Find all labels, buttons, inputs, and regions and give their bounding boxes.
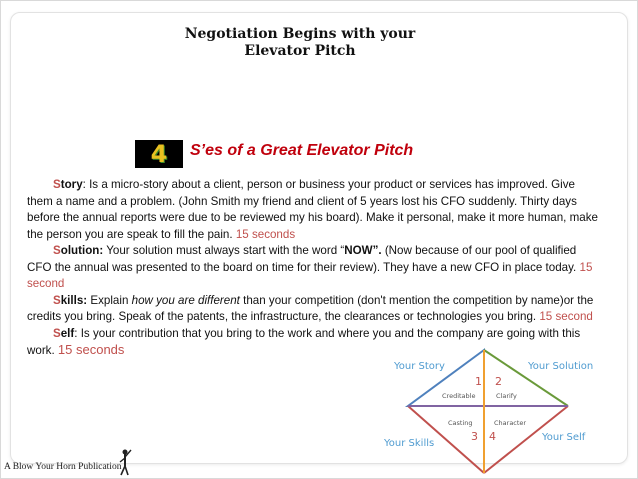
title-line-1: Negotiation Begins with your — [184, 26, 416, 42]
slide-title — [0, 26, 600, 60]
label-character: Character — [494, 419, 527, 427]
pitch-body — [27, 177, 603, 360]
footer-publisher: A Blow Your Horn Publication — [4, 462, 122, 472]
skills-italic: how you are different — [131, 293, 240, 307]
skills-time: 15 second — [539, 310, 593, 323]
skills-paragraph — [27, 293, 603, 326]
four-s-diagram — [380, 348, 610, 476]
story-time: 15 seconds — [235, 227, 296, 241]
badge-glyph: 4 — [150, 140, 168, 168]
self-text: : Is your contribution that you bring to the work and where you and the company are going with this work. — [27, 326, 581, 357]
trumpeter-logo-icon — [118, 448, 132, 476]
story-lead: S — [53, 178, 61, 191]
title-line-2: Elevator Pitch — [244, 43, 356, 59]
label-your-story: Your Story — [394, 361, 445, 372]
solution-now: NOW”. — [344, 244, 382, 257]
skills-text-a: Explain — [87, 293, 132, 307]
quadrant-number-4: 4 — [489, 430, 496, 443]
self-time: 15 seconds — [57, 342, 125, 357]
label-your-self: Your Self — [542, 432, 586, 443]
skills-lead: S — [53, 293, 61, 307]
number-four-badge — [135, 140, 183, 168]
solution-lead: S — [53, 244, 61, 257]
quadrant-number-2: 2 — [495, 375, 502, 388]
quadrant-number-1: 1 — [475, 375, 482, 388]
self-heading: elf — [60, 326, 75, 340]
story-heading: tory — [60, 178, 83, 191]
self-lead: S — [53, 326, 61, 340]
story-paragraph — [27, 177, 603, 243]
solution-paragraph — [27, 243, 603, 293]
label-your-solution: Your Solution — [528, 361, 594, 372]
solution-time: 15 second — [27, 260, 593, 290]
label-creditable: Creditable — [442, 392, 476, 400]
label-clarify: Clarify — [496, 392, 517, 400]
subtitle: S’es of a Great Elevator Pitch — [190, 142, 414, 159]
skills-text-b: than your competition (don't mention the competition by name)or the credits you bring. Speak of the patents, the infrastructure, the clearances or technologies you bring. — [27, 293, 594, 323]
skills-heading: kills: — [60, 293, 88, 307]
quadrant-number-3: 3 — [471, 430, 478, 443]
label-casting: Casting — [448, 419, 473, 427]
solution-text-a: Your solution must always start with the word “ — [103, 244, 345, 257]
story-text: : Is a micro-story about a client, person or business your product or services has improved. Give them a name and a problem. (John Smith my friend and client of 5 years lost his CFO suddenly. Thirty days before the annual reports were due to be reviewed my his board). Make it personal, make it more human, make the person you are speak to fill the pain. — [27, 178, 598, 241]
label-your-skills: Your Skills — [384, 438, 435, 449]
solution-text-b: (Now because of our pool of qualified CFO the annual was presented to the board on time for their review). They have a new CFO in place today. — [27, 244, 580, 274]
solution-heading: olution: — [60, 244, 104, 257]
